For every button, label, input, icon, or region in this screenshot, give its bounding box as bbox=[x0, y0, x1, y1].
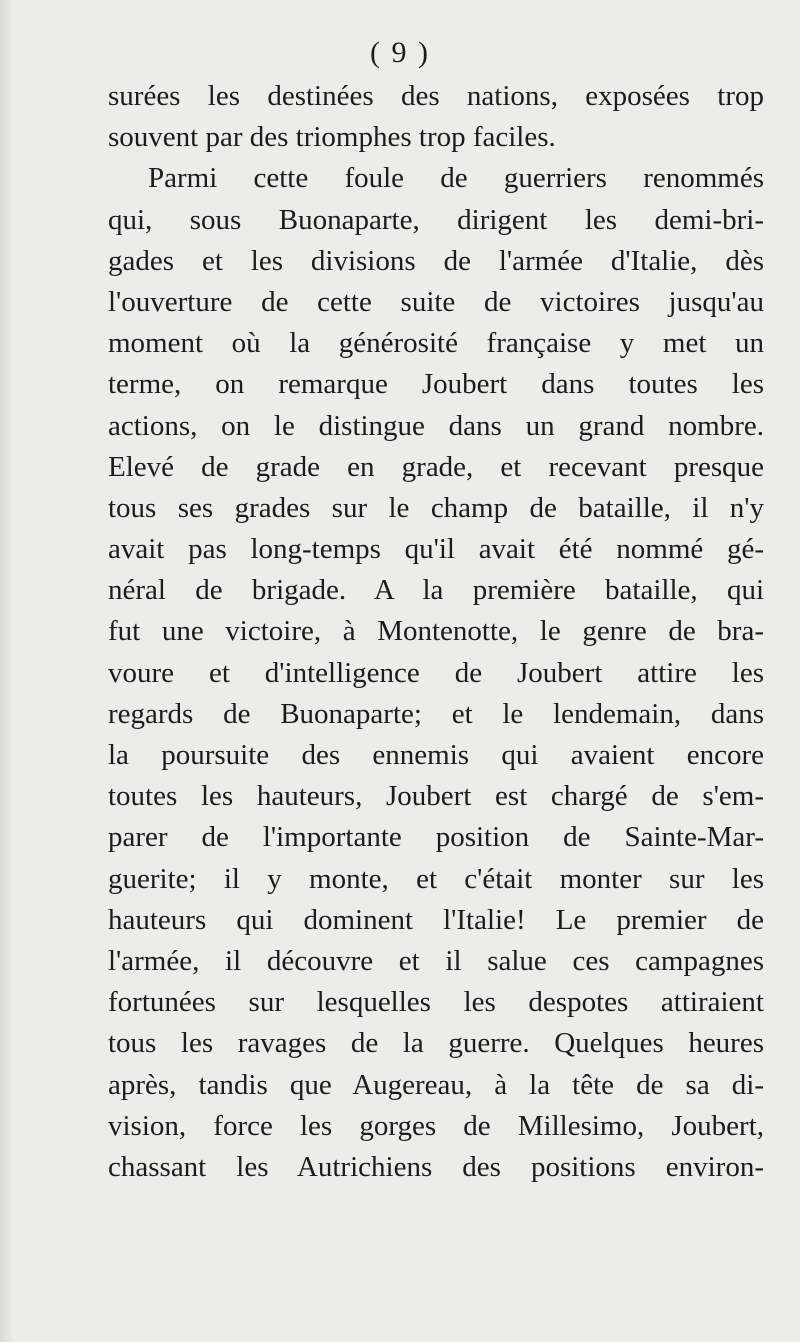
text-line: parer de l'importante position de Sainte-Mar- bbox=[108, 821, 764, 854]
text-line: gades et les divisions de l'armée d'Italie, dès bbox=[108, 244, 764, 277]
page-edge-shadow bbox=[0, 0, 14, 1342]
text-line: fortunées sur lesquelles les despotes attiraient bbox=[108, 986, 764, 1019]
text-line: chassant les Autrichiens des positions environ- bbox=[108, 1150, 764, 1183]
text-line: qui, sous Buonaparte, dirigent les demi-bri- bbox=[108, 203, 764, 236]
text-line: fut une victoire, à Montenotte, le genre de bra- bbox=[108, 615, 764, 648]
text-line: surées les destinées des nations, exposées trop bbox=[108, 80, 764, 112]
text-line: toutes les hauteurs, Joubert est chargé de s'em- bbox=[108, 780, 764, 813]
text-line: l'armée, il découvre et il salue ces campagnes bbox=[108, 944, 764, 977]
text-line: la poursuite des ennemis qui avaient encore bbox=[108, 739, 764, 771]
text-line: vision, force les gorges de Millesimo, Joubert, bbox=[108, 1109, 764, 1142]
text-line: tous les ravages de la guerre. Quelques heures bbox=[108, 1027, 764, 1060]
text-line: après, tandis que Augereau, à la tête de sa di- bbox=[108, 1068, 764, 1101]
text-line: guerite; il y monte, et c'était monter sur les bbox=[108, 862, 764, 895]
text-line: regards de Buonaparte; et le lendemain, dans bbox=[108, 697, 764, 730]
text-line: l'ouverture de cette suite de victoires jusqu'au bbox=[108, 285, 764, 318]
page-number: ( 9 ) bbox=[370, 36, 430, 69]
text-line: hauteurs qui dominent l'Italie! Le premier de bbox=[108, 903, 764, 936]
text-line: moment où la générosité française y met un bbox=[108, 327, 764, 360]
text-line: Elevé de grade en grade, et recevant presque bbox=[108, 450, 764, 483]
text-line: voure et d'intelligence de Joubert attire les bbox=[108, 656, 764, 689]
text-line: néral de brigade. A la première bataille, qui bbox=[108, 574, 764, 607]
body-text bbox=[108, 76, 764, 1188]
text-line: terme, on remarque Joubert dans toutes les bbox=[108, 368, 764, 401]
text-line: avait pas long-temps qu'il avait été nommé gé- bbox=[108, 533, 764, 566]
text-line: Parmi cette foule de guerriers renommés bbox=[148, 162, 764, 195]
text-line: actions, on le distingue dans un grand nombre. bbox=[108, 409, 764, 442]
text-line: tous ses grades sur le champ de bataille, il n'y bbox=[108, 491, 764, 524]
text-line: souvent par des triomphes trop faciles. bbox=[108, 121, 556, 154]
